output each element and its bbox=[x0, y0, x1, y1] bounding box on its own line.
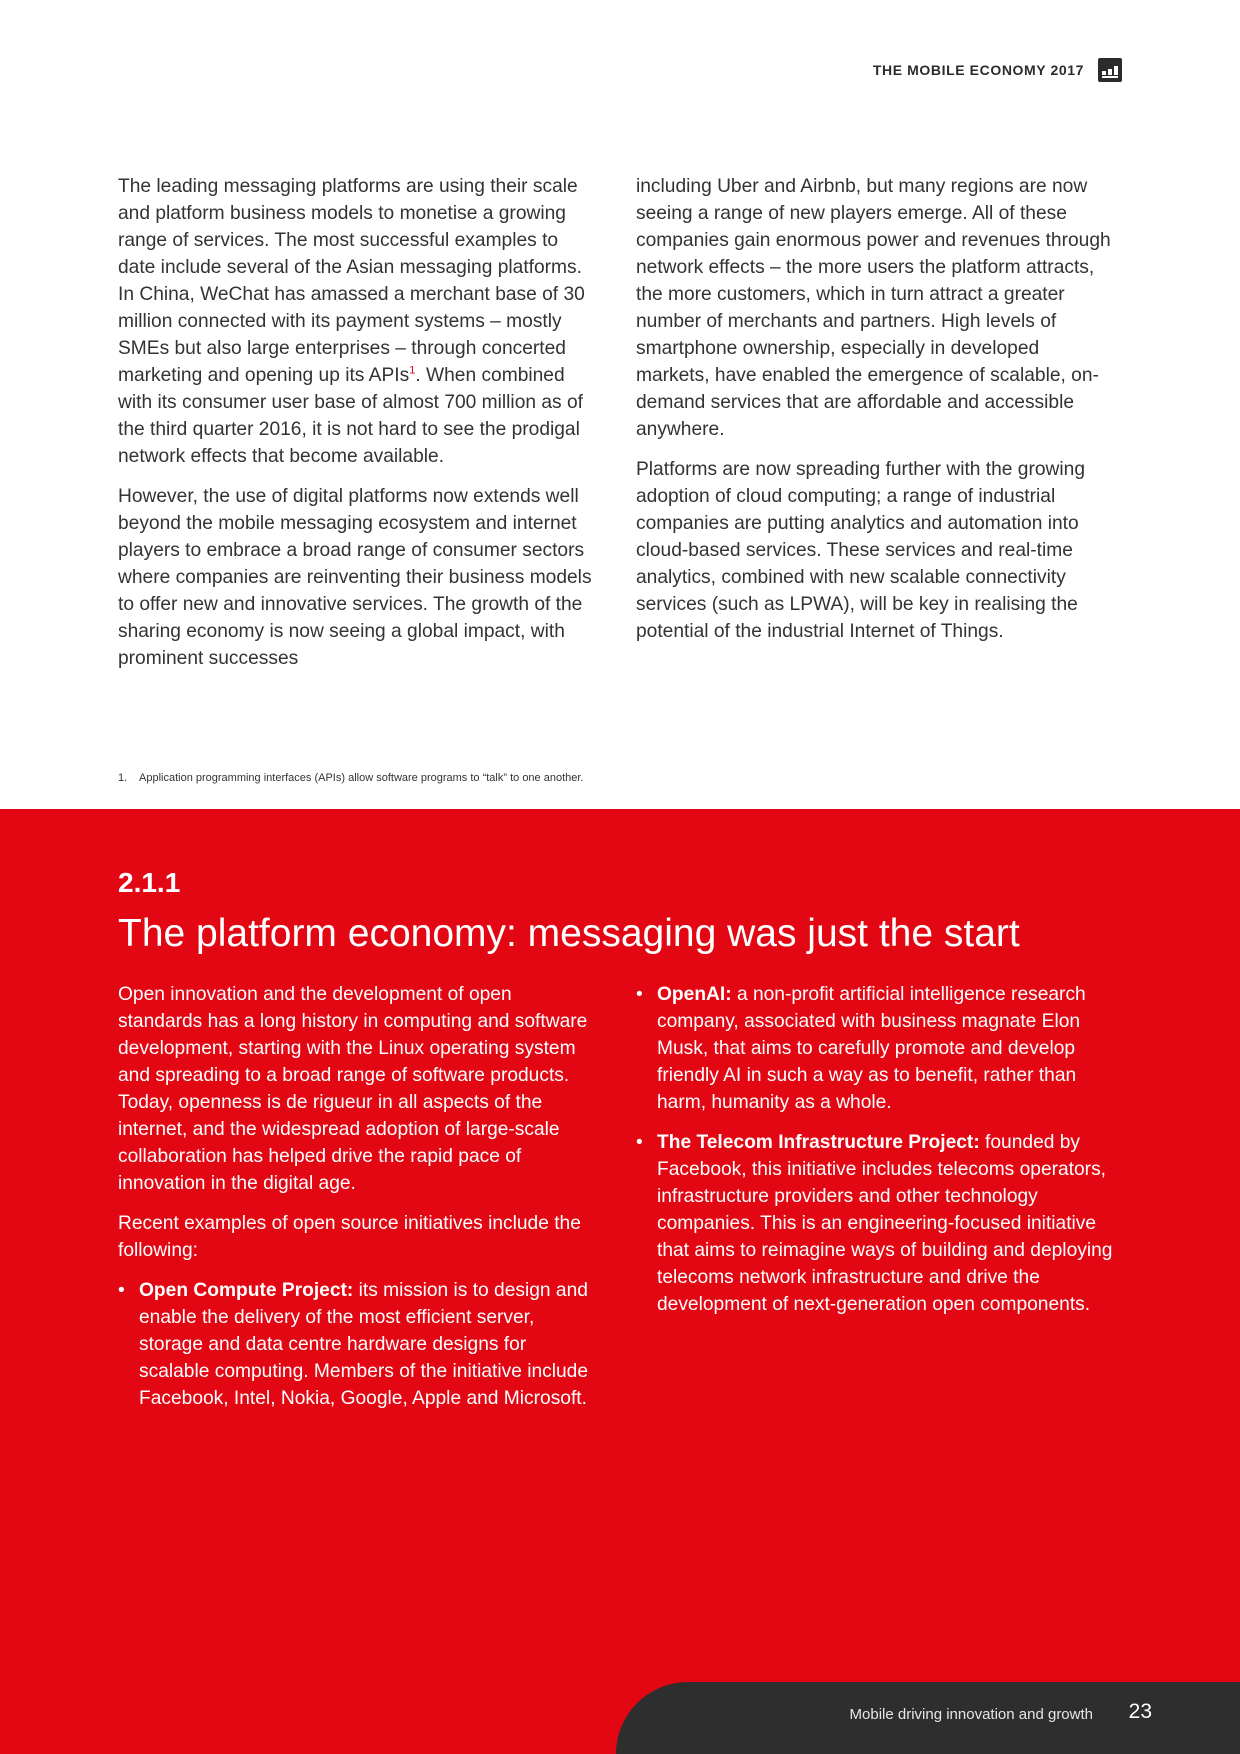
section-number: 2.1.1 bbox=[118, 867, 181, 898]
section-right-column bbox=[636, 981, 1118, 1425]
body-paragraph: However, the use of digital platforms now extends well beyond the mobile messaging ecosystem and internet players to embrace a broad range of consumer sectors where companies are reinventing their business models to offer new and innovative services. The growth of the sharing economy is now seeing a global impact, with prominent successes bbox=[118, 486, 592, 669]
body-right-column bbox=[636, 173, 1118, 685]
section-columns bbox=[118, 981, 1118, 1425]
body-left-column bbox=[118, 173, 600, 685]
section-title: The platform economy: messaging was just the start bbox=[118, 912, 1020, 955]
page-header bbox=[873, 58, 1122, 82]
section-2-1-1 bbox=[0, 809, 1240, 1754]
footnote-number: 1. bbox=[118, 772, 128, 784]
footer-caption: Mobile driving innovation and growth bbox=[849, 1706, 1093, 1723]
list-item-open-compute: • Open Compute Project: its mission is to design and enable the delivery of the most efficient server, storage and data centre hardware designs for scalable computing. Members of the initiative include Facebook, Intel, Nokia, Google, Apple and Microsoft. bbox=[118, 1277, 600, 1412]
initiative-list bbox=[636, 981, 1118, 1318]
footnote bbox=[118, 772, 583, 784]
list-item-openai: • OpenAI: a non-profit artificial intelligence research company, associated with business magnate Elon Musk, that aims to carefully promote and develop friendly AI in such a way as to benefit, rather than harm, humanity as a whole. bbox=[636, 981, 1118, 1116]
section-paragraph: Recent examples of open source initiatives include the following: bbox=[118, 1213, 581, 1261]
footnote-text: Application programming interfaces (APIs) allow software programs to “talk” to one another. bbox=[139, 772, 584, 784]
gsma-logo-icon bbox=[1098, 58, 1122, 82]
initiative-list bbox=[118, 1277, 600, 1412]
page-number: 23 bbox=[1128, 1700, 1152, 1723]
body-paragraph: including Uber and Airbnb, but many regions are now seeing a range of new players emerge. All of these companies gain enormous power and revenues through network effects – the more users the platform attracts, the more customers, which in turn attract a greater number of merchants and partners. High levels of smartphone ownership, especially in developed markets, have enabled the emergence of scalable, on-demand services that are affordable and accessible anywhere. bbox=[636, 176, 1111, 440]
body-columns bbox=[118, 173, 1118, 685]
report-title: THE MOBILE ECONOMY 2017 bbox=[872, 62, 1084, 78]
section-left-column bbox=[118, 981, 600, 1425]
footnote-ref[interactable]: 1 bbox=[409, 364, 416, 377]
body-paragraph: Platforms are now spreading further with the growing adoption of cloud computing; a range of industrial companies are putting analytics and automation into cloud-based services. These services and real-time analytics, combined with new scalable connectivity services (such as LPWA), will be key in realising the potential of the industrial Internet of Things. bbox=[636, 459, 1085, 642]
body-paragraph: The leading messaging platforms are using their scale and platform business models to monetise a growing range of services. The most successful examples to date include several of the Asian messaging platforms. In China, WeChat has amassed a merchant base of 30 million connected with its payment systems – mostly SMEs but also large enterprises – through concerted marketing and opening up its APIs$^1$. When combined with its consumer user base of almost 700 million as of the third quarter 2016, it is not hard to see the prodigal network effects that become available. bbox=[118, 176, 585, 467]
list-item-telecom-infra: • The Telecom Infrastructure Project: founded by Facebook, this initiative includes telecoms operators, infrastructure providers and other technology companies. This is an engineering-focused initiative that aims to reimagine ways of building and deploying telecoms network infrastructure and drive the development of next-generation open components. bbox=[636, 1129, 1118, 1318]
section-paragraph: Open innovation and the development of open standards has a long history in computing and software development, starting with the Linux operating system and spreading to a broad range of software products. Today, openness is de rigueur in all aspects of the internet, and the widespread adoption of large-scale collaboration has helped drive the rapid pace of innovation in the digital age. bbox=[118, 984, 588, 1194]
